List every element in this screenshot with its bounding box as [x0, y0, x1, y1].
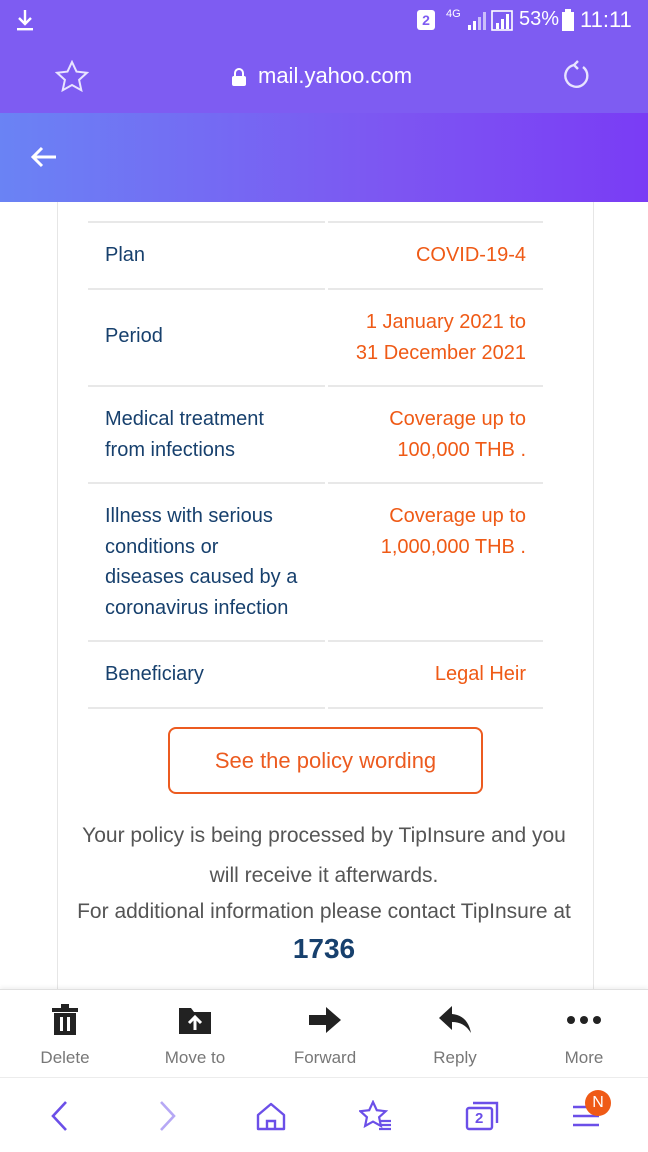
signal-icon [466, 9, 514, 31]
row-divider [328, 221, 543, 223]
row-divider [88, 482, 325, 484]
illness-coverage-value: Coverage up to 1,000,000 THB . [380, 505, 526, 558]
lock-icon [231, 67, 247, 87]
reload-icon[interactable] [560, 60, 592, 92]
move-to-button[interactable]: Move to [130, 990, 260, 1078]
back-arrow-icon[interactable] [30, 145, 58, 169]
forward-arrow-icon [308, 1006, 342, 1034]
processing-note: Your policy is being processed by TipInsure and you [82, 824, 566, 847]
row-divider [88, 385, 325, 387]
bookmarks-star-icon [359, 1100, 393, 1132]
clock: 11:11 [580, 7, 632, 32]
plan-value: COVID-19-4 [415, 244, 526, 266]
period-label: Period [105, 325, 163, 347]
row-divider [328, 640, 543, 642]
row-divider [88, 640, 325, 642]
bookmark-star-icon[interactable] [55, 60, 89, 92]
browser-back-button[interactable] [40, 1096, 80, 1136]
download-icon [14, 8, 36, 32]
processing-note-cont: will receive it afterwards. [209, 864, 439, 887]
more-dots-icon [566, 1015, 602, 1025]
battery-percent: 53% [519, 8, 560, 30]
medical-treatment-value: Coverage up to 100,000 THB . [389, 408, 526, 461]
browser-menu-button[interactable] [566, 1096, 606, 1136]
contact-phone[interactable]: 1736 [292, 933, 356, 964]
contact-note: For additional information please contact TipInsure at [77, 900, 571, 923]
chevron-left-icon [50, 1100, 70, 1132]
status-bar [0, 0, 648, 40]
chevron-right-icon [157, 1100, 177, 1132]
mail-header [0, 113, 648, 202]
row-divider [328, 707, 543, 709]
sim-badge: 2 [417, 10, 435, 30]
browser-home-button[interactable] [251, 1096, 291, 1136]
reply-button[interactable]: Reply [390, 990, 520, 1078]
network-type: 4G [446, 8, 461, 20]
illness-coverage-label: Illness with serious conditions or diseases caused by a coronavirus infection [105, 505, 298, 619]
row-divider [88, 707, 325, 709]
trash-icon [50, 1004, 80, 1036]
more-button[interactable]: More [519, 990, 648, 1078]
row-divider [88, 221, 325, 223]
folder-move-icon [178, 1005, 212, 1035]
beneficiary-label: Beneficiary [105, 663, 204, 685]
browser-nav-bar [0, 1077, 648, 1152]
reply-arrow-icon [438, 1005, 472, 1035]
delete-button[interactable]: Delete [0, 990, 130, 1078]
browser-tabs-button[interactable] [462, 1096, 502, 1136]
home-icon [255, 1101, 287, 1131]
browser-url-bar [0, 40, 648, 113]
battery-icon [562, 9, 574, 31]
medical-treatment-label: Medical treatment from infections [105, 408, 264, 461]
beneficiary-value: Legal Heir [434, 663, 526, 685]
row-divider [88, 288, 325, 290]
tabs-count: 2 [475, 1110, 484, 1127]
plan-label: Plan [105, 244, 146, 266]
forward-button[interactable]: Forward [260, 990, 390, 1078]
menu-notification-badge: N [585, 1090, 611, 1116]
browser-forward-button[interactable] [147, 1096, 187, 1136]
row-divider [328, 288, 543, 290]
period-value: 1 January 2021 to 31 December 2021 [355, 311, 526, 364]
email-action-bar [0, 989, 648, 1077]
url-text[interactable]: mail.yahoo.com [258, 63, 413, 88]
email-body [0, 202, 648, 989]
policy-wording-button[interactable]: See the policy wording [168, 727, 483, 794]
browser-bookmarks-button[interactable] [356, 1096, 396, 1136]
row-divider [328, 385, 543, 387]
row-divider [328, 482, 543, 484]
